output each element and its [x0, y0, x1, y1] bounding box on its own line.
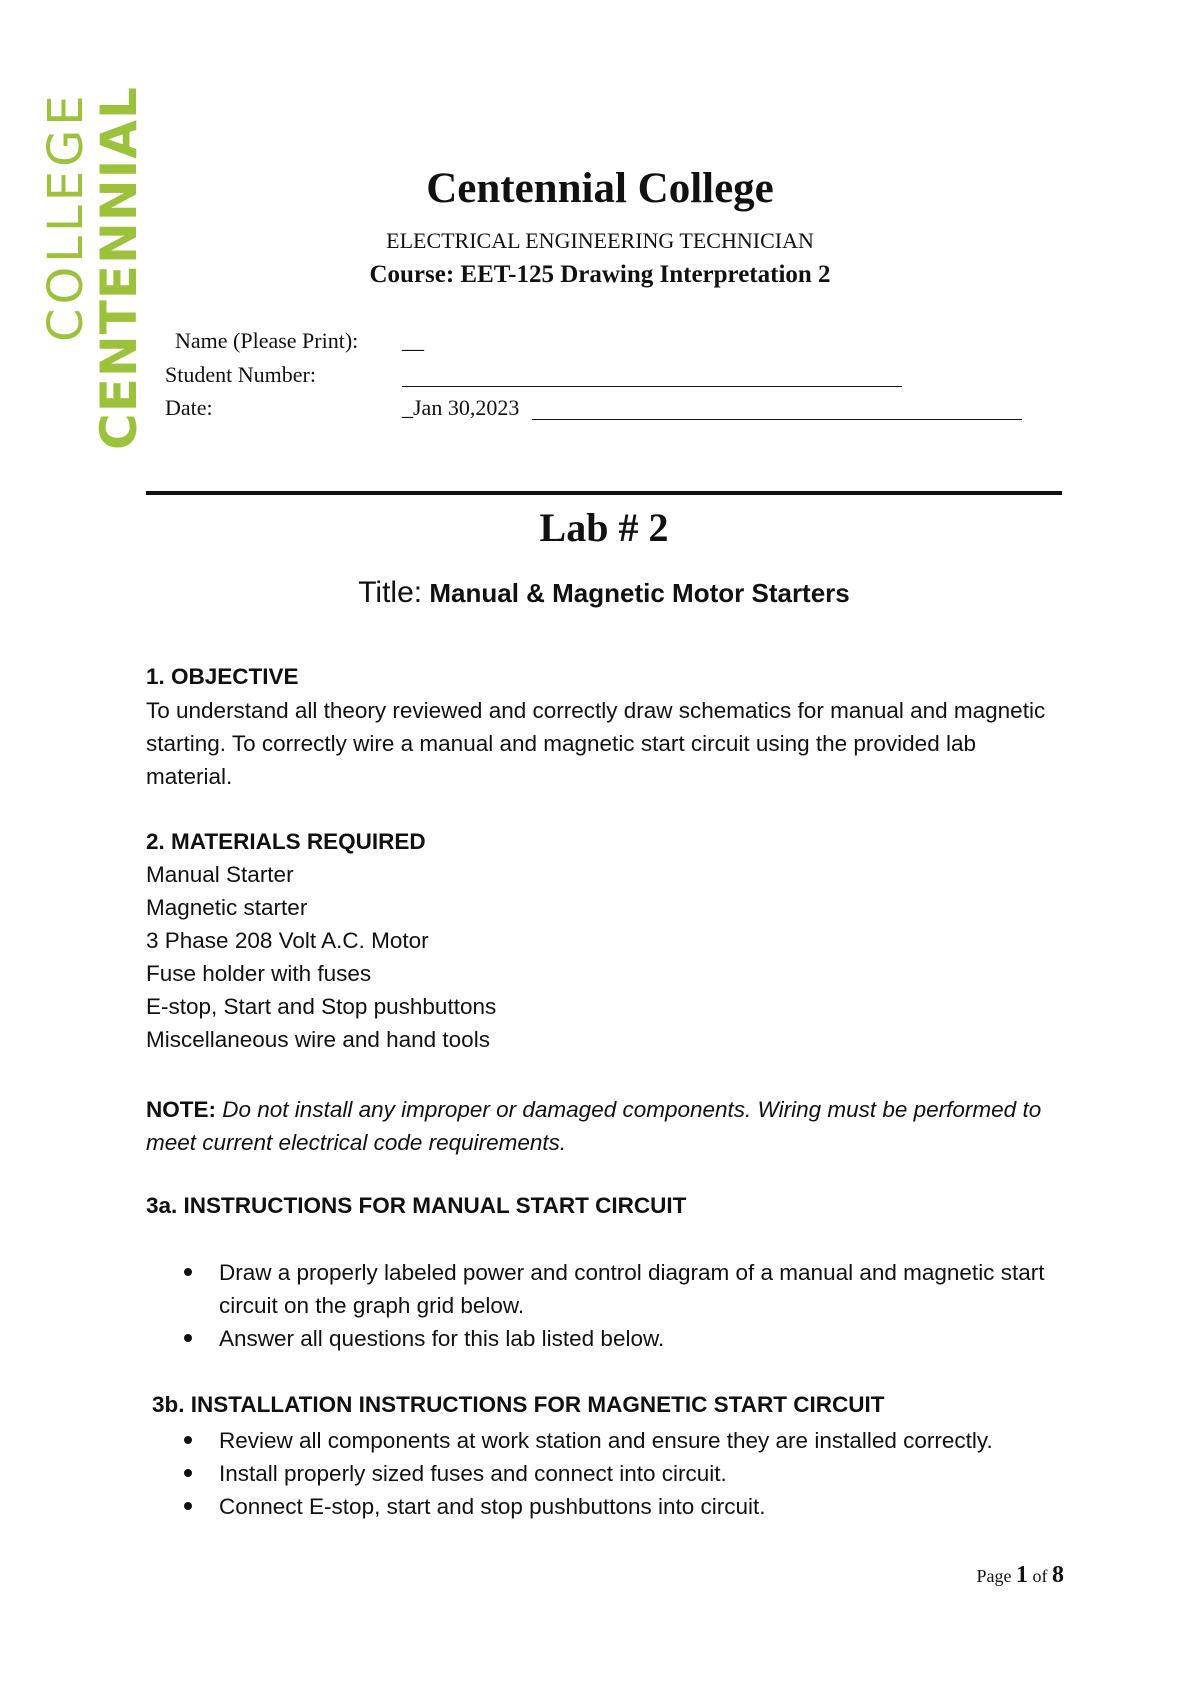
material-item: Manual Starter: [146, 862, 294, 887]
page-word: Page: [976, 1566, 1012, 1586]
name-value[interactable]: __: [402, 328, 424, 353]
name-label: Name (Please Print):: [175, 328, 359, 353]
materials-heading: 2. MATERIALS REQUIRED: [146, 829, 426, 854]
date-label: Date:: [165, 395, 213, 420]
material-item: Fuse holder with fuses: [146, 961, 372, 986]
material-item: Magnetic starter: [146, 895, 308, 920]
bullet-icon: [184, 1502, 192, 1510]
section-3a-heading: 3a. INSTRUCTIONS FOR MANUAL START CIRCUIT: [146, 1193, 687, 1218]
page-current: 1: [1016, 1562, 1028, 1588]
note: [146, 1093, 1066, 1159]
bullet-icon: [184, 1469, 192, 1477]
program-name: ELECTRICAL ENGINEERING TECHNICIAN: [386, 228, 814, 253]
student-number-line[interactable]: [402, 386, 902, 387]
date-line: [532, 419, 1022, 420]
lab-title-text: Manual & Magnetic Motor Starters: [429, 578, 850, 608]
college-name: Centennial College: [426, 165, 774, 212]
logo-word-college: COLLEGE: [38, 91, 94, 342]
header-divider: [146, 491, 1062, 495]
lab-title: [0, 576, 1200, 610]
course-title: Course: EET-125 Drawing Interpretation 2: [369, 261, 831, 288]
bullet-icon: [184, 1334, 192, 1342]
section-3b-heading: 3b. INSTALLATION INSTRUCTIONS FOR MAGNETIC START CIRCUIT: [152, 1392, 885, 1417]
page-number: [977, 1562, 1065, 1589]
date-value[interactable]: _Jan 30,2023: [402, 395, 520, 420]
lab-title-prefix: Title:: [358, 576, 423, 609]
note-text: Do not install any improper or damaged components. Wiring must be performed to meet current electrical code requirements.: [146, 1097, 1042, 1155]
list-item: Answer all questions for this lab listed below.: [219, 1326, 665, 1351]
list-item: Review all components at work station and ensure they are installed correctly.: [219, 1428, 993, 1453]
page-total: 8: [1052, 1562, 1064, 1588]
material-item: E-stop, Start and Stop pushbuttons: [146, 994, 497, 1019]
material-item: 3 Phase 208 Volt A.C. Motor: [146, 928, 429, 953]
lab-number: Lab # 2: [539, 505, 669, 550]
bullet-icon: [184, 1268, 192, 1276]
note-label: NOTE:: [146, 1097, 216, 1122]
list-item: Draw a properly labeled power and control diagram of a manual and magnetic start circuit on the graph grid below.: [219, 1260, 1045, 1318]
logo-word-centennial: CENTENNIAL: [90, 86, 148, 450]
of-word: of: [1032, 1566, 1048, 1586]
objective-heading: 1. OBJECTIVE: [146, 664, 299, 689]
list-item: Install properly sized fuses and connect into circuit.: [219, 1461, 727, 1486]
material-item: Miscellaneous wire and hand tools: [146, 1027, 490, 1052]
bullet-icon: [184, 1436, 192, 1444]
student-number-label: Student Number:: [165, 362, 316, 387]
objective-text: To understand all theory reviewed and correctly draw schematics for manual and magnetic starting. To correctly wire a manual and magnetic start circuit using the provided lab material.: [146, 698, 1046, 789]
list-item: Connect E-stop, start and stop pushbuttons into circuit.: [219, 1494, 766, 1519]
college-logo: [32, 70, 152, 450]
